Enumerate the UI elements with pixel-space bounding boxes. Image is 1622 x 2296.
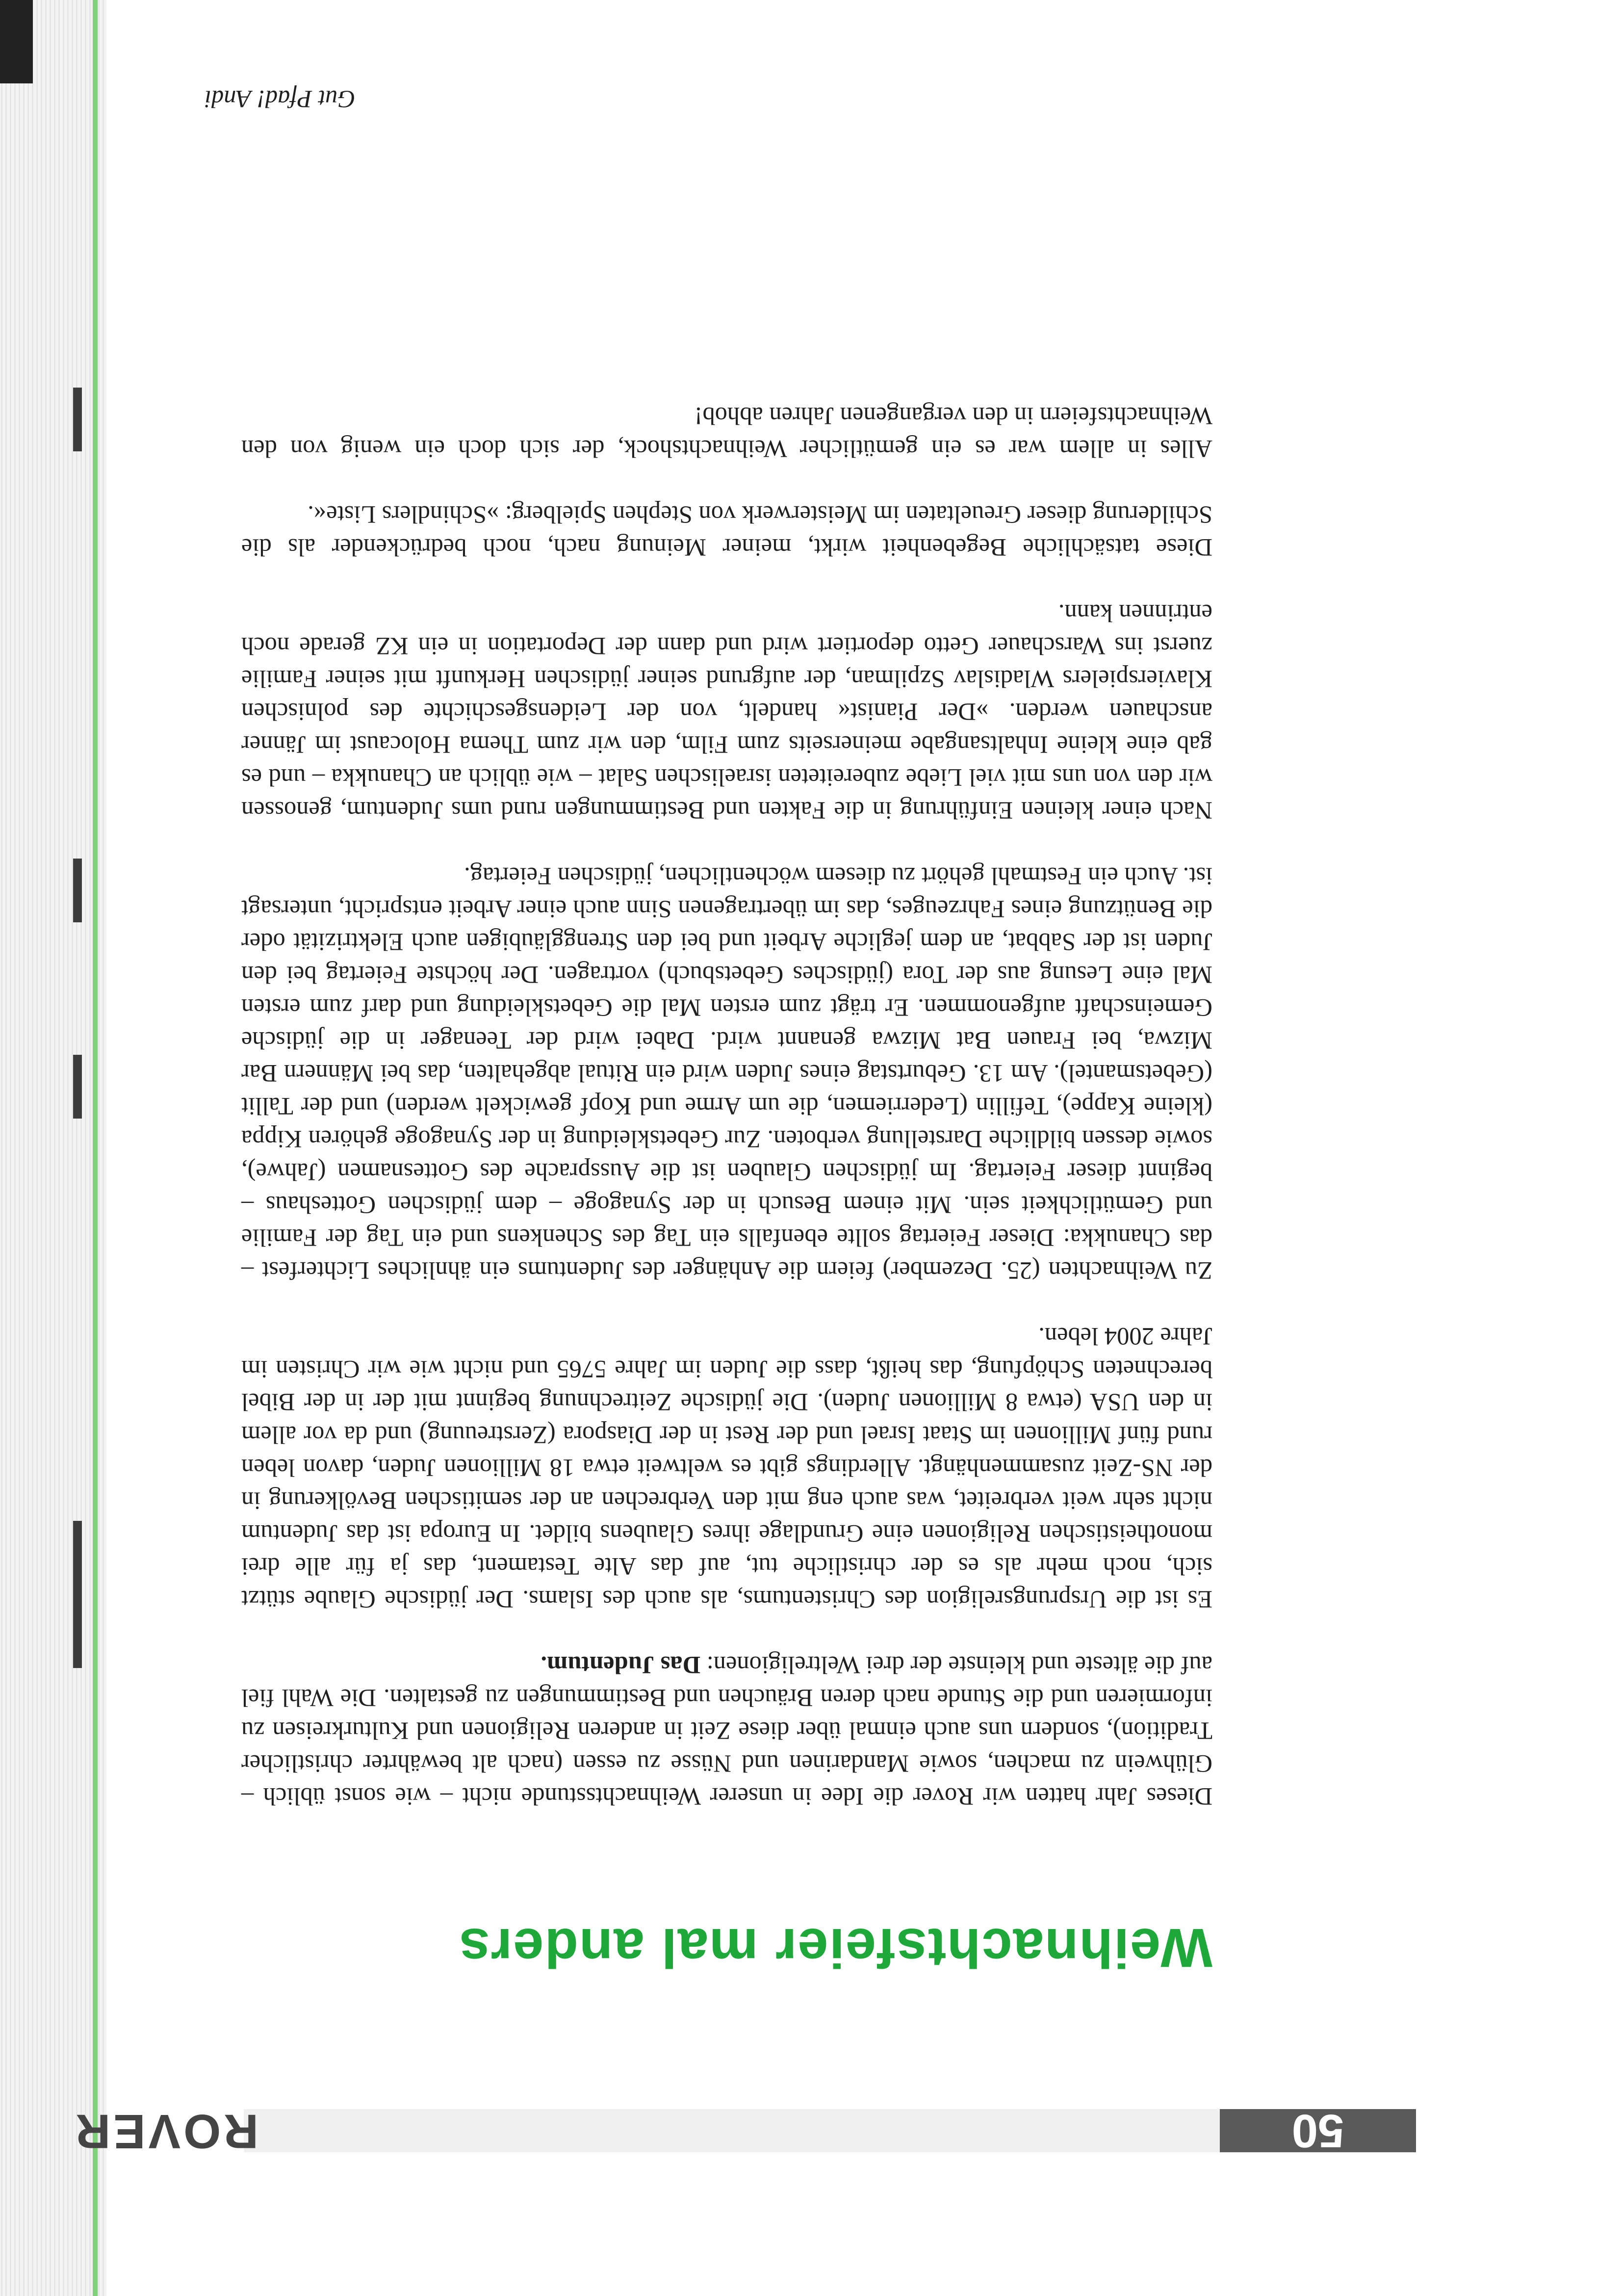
article-paragraph: Zu Weihnachten (25. Dezember) feiern die Anhänger des Judentums ein ähnliches Lichterfest – das Chanukka: Dieser Feiertag sollte ebenfalls ein Tag des Schenkens und ein Tag der Familie und Gemütlichkeit sein. Mit einem Besuch in der Synagoge – dem jüdischen Gotteshaus – beginnt dieser Feiertag. Im jüdischen Glauben ist die Aussprache des Gottesnamen (Jahwe), sowie dessen bildliche Darstellung verboten. Zur Gebetskleidung in der Synagoge gehören Kippa (kleine Kappe), Tefillin (Lederriemen, die um Arme und Kopf gewickelt werden) und der Tallit (Gebetsmantel). Am 13. Geburtstag eines Juden wird ein Ritual abgehalten, das bei Männern Bar Mizwa, bei Frauen Bat Mizwa genannt wird. Dabei wird der Teenager in die jüdische Gemeinschaft aufgenommen. Er trägt zum ersten Mal die Gebetskleidung und darf zum ersten Mal eine Lesung aus der Tora (jüdisches Gebetsbuch) vortragen. Der höchste Feiertag bei den Juden ist der Sabbat, an dem jegliche Arbeit und bei den Strenggläubigen auch Elektrizität oder die Benützung eines Fahrzeuges, das im übertragenen Sinn auch einer Arbeit entspricht, untersagt ist. Auch ein Festmahl gehört zu diesem wöchentlichen, jüdischen Feiertag. [241,862,1212,1284]
article-body [241,399,1212,1813]
page-number: 50 [1220,2109,1416,2152]
section-label: ROVER [73,2105,258,2159]
book-page-edges [0,0,106,2296]
page-tab-mark [73,388,82,451]
binding-shadow [0,0,33,83]
author-signature: Gut Pfad! Andi [205,85,356,113]
article-title: Weihnachtsfeier mal anders [458,1917,1212,1979]
intro-bold-text: Das Judentum. [541,1651,701,1679]
intro-text: Dieses Jahr hatten wir Rover die Idee in unserer Weihnachtsstunde nicht – wie sonst üblich – Glühwein zu machen, sowie Mandarinen und Nüsse zu essen (nach alt bewährter christlicher Tradition), sondern uns auch einmal über diese Zeit in anderen Religionen und Kulturkreisen zu informieren und die Stunde nach deren Bräuchen und Bestimmungen zu gestalten. Die Wahl fiel auf die älteste und kleinste der drei Weltreligionen: [241,1651,1212,1810]
page-tab-mark [73,859,82,922]
article-paragraph: Es ist die Ursprungsreligion des Christentums, als auch des Islams. Der jüdische Glaube stützt sich, noch mehr als es der christliche tut, auf das Alte Testament, das ja für alle drei monotheistischen Religionen eine Grundlage ihres Glaubens bildet. In Europa ist das Judentum nicht sehr weit verbreitet, was auch eng mit den Verbrechen an der semitischen Bevölkerung in der NS-Zeit zusammenhängt. Allerdings gibt es weltweit etwa 18 Millionen Juden, davon leben rund fünf Millionen im Staat Israel und der Rest in der Diaspora (Zerstreuung) und da vor allem in den USA (etwa 8 Millionen Juden). Die jüdische Zeitrechnung beginnt mit der in der Bibel berechneten Schöpfung, das heißt, dass die Juden im Jahre 5765 und nicht wie wir Christen im Jahre 2004 leben. [241,1323,1212,1613]
article-paragraph: Nach einer kleinen Einführung in die Fakten und Bestimmungen rund ums Judentum, genossen wir den von uns mit viel Liebe zubereiteten israelischen Salat – wie üblich an Chanukka – und es gab eine kleine Inhaltsangabe meinerseits zum Film, den wir zum Thema Holocaust im Jänner anschauen werden. »Der Pianist« handelt, von der Leidensgeschichte des polnischen Klavierspielers Wladislav Szpilman, der aufgrund seiner jüdischen Herkunft mit seiner Familie zuerst ins Warschauer Getto deportiert wird und dann der Deportation in ein KZ gerade noch entrinnen kann. [241,600,1212,824]
article-paragraph: Alles in allem war es ein gemütlicher Weihnachtshock, der sich doch ein wenig von den Weihnachtsfeiern in den vergangenen Jahren abhob! [241,402,1212,463]
page-tab-mark [73,1521,82,1668]
page-tab-mark [73,1055,82,1119]
article-paragraph-intro [241,1648,1212,1813]
article-paragraph: Diese tatsächliche Begebenheit wirkt, meiner Meinung nach, noch bedrückender als die Schilderung dieser Greueltaten im Meisterwerk von Stephen Spielberg: »Schindlers Liste«. [241,501,1212,561]
green-page-edge [93,0,98,2296]
